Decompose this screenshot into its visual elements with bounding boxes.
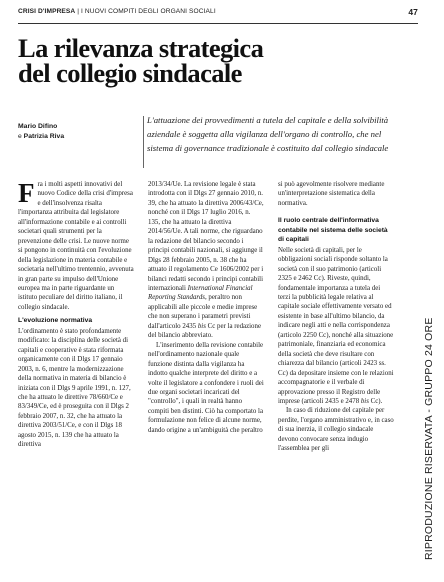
author-conjunction: e xyxy=(18,133,22,140)
section-heading: L'evoluzione normativa xyxy=(18,317,93,325)
title-line-1: La rilevanza strategica xyxy=(18,33,264,63)
paragraph xyxy=(148,180,264,341)
paragraph-text: 2013/34/Ue. La revisione legale è stata introdotta con il Dlgs 27 gennaio 2010, n. 39, che ha attuato la direttiva 2006/43/Ce, nonché con il Dlgs 17 luglio 2016, n. 135, che ha attuato la direttiva 2014/56/Ue. A tali norme, che riguardano la redazione del bilancio secondo i principi contabili nazionali, si aggiunge il Dlgs 28 febbraio 2005, n. 38 che ha attuato il regolamento Ce 1606/2002 per i bilanci redatti secondo i principi contabili internazionali xyxy=(148,181,264,292)
paragraph xyxy=(18,180,134,312)
text-column-3 xyxy=(278,180,394,454)
page-number: 47 xyxy=(408,7,418,17)
author-2: Patrizia Riva xyxy=(23,133,65,140)
paragraph-text: Nelle società di capitali, per le obbligazioni sociali risponde soltanto la società con il suo patrimonio (articoli 2325 e 2462 Cc). Riveste, quindi, fondamentale importanza a tutela dei terzi la pubblicità legale relativa al capitale sociale effettivamente versato ed esistente in base all'ultimo bilancio, da indicare negli atti e nella corrispondenza (articolo 2250 Cc), nonché alla situazione patrimoniale, finanziaria ed economica della società che deve risultare con chiarezza dal bilancio (articoli 2423 ss. Cc) da depositare insieme con le relazioni accompagnatorie e il verbale di approvazione presso il Registro delle imprese (articoli 2435 e 2478 xyxy=(278,246,394,405)
paragraph: si può agevolmente risolvere mediante un'interpretazione sistematica della normativa. xyxy=(278,181,385,207)
header-rule xyxy=(18,23,418,24)
running-head-section: CRISI D'IMPRESA xyxy=(18,8,76,15)
running-head xyxy=(18,8,418,22)
paragraph: L'ordinamento è stato profondamente modificato: la disciplina delle società di capitali e cooperative è stata riformata organicamente con il Dlgs 17 gennaio 2003, n. 6, mentre la modernizzazione della normativa in materia di bilancio è iniziata con il Dlgs 9 aprile 1991, n. 127, che ha attuato le direttive 78/660/Ce e 83/349/Ce, ed è proseguita con il Dlgs 2 febbraio 2007, n. 32, che ha attuato la direttiva 2003/51/Ce, e con il Dlgs 18 agosto 2015, n. 139 che ha attuato la direttiva xyxy=(18,327,131,449)
copyright-vertical-text: RIPRODUZIONE RISERVATA - GRUPPO 24 ORE xyxy=(423,317,435,560)
article-title xyxy=(18,33,408,88)
lead-divider xyxy=(143,116,144,168)
emphasis-text: International Financial Reporting Standards xyxy=(148,284,253,302)
paragraph-text: Cc). xyxy=(368,397,383,405)
title-line-2: del collegio sindacale xyxy=(18,58,242,88)
article-lead: L'attuazione dei provvedimenti a tutela del capitale e della solvibilità aziendale è soggetta alla vigilanza dell'organo di controllo, che nel sistema di governance tradizionale è costituito dal collegio sindacale xyxy=(147,115,389,154)
author-1: Mario Difino xyxy=(18,123,58,130)
text-column-1 xyxy=(18,180,134,450)
paragraph-text: Cc per la redazione del bilancio abbreviato. xyxy=(148,322,262,340)
authors xyxy=(18,122,128,142)
running-head-subsection: I NUOVI COMPITI DEGLI ORGANI SOCIALI xyxy=(80,8,216,15)
paragraph xyxy=(278,246,394,407)
paragraph-text: , peraltro non applicabili alle piccole e medie imprese che non superano i parametri previsti dall'articolo 2435 xyxy=(148,294,258,330)
section-heading: Il ruolo centrale dell'informativa contabile nel sistema delle società di capitali xyxy=(278,217,388,244)
emphasis-text: bis xyxy=(197,322,206,330)
drop-cap: F xyxy=(18,178,35,208)
paragraph: In caso di riduzione del capitale per perdite, l'organo amministrativo e, in caso di sua inerzia, il collegio sindacale devono convocare senza indugio l'assemblea per gli xyxy=(278,407,394,453)
text-column-2 xyxy=(148,180,264,435)
running-head-separator: | xyxy=(75,8,81,15)
paragraph: L'inserimento della revisione contabile nell'ordinamento nazionale quale funzione distinta dalla vigilanza ha indotto qualche interprete del diritto e a volte il legislatore a confondere i ruoli dei due organi societari incaricati del "controllo", i quali in realtà hanno compiti ben distinti. Ciò ha comportato la formulazione non felice di alcune norme, dando origine a un'ambiguità che peraltro xyxy=(148,341,264,434)
emphasis-text: bis xyxy=(360,397,369,405)
paragraph-text: ra i molti aspetti innovativi del nuovo Codice della crisi d'impresa e dell'insolvenza risalta l'importanza attribuita dal legislatore all'informazione contabile e ai controlli societari quali strumenti per la prevenzione delle crisi. Le nuove norme si pongono in continuità con l'evoluzione della legislazione in materia contabile e societaria nell'ultimo trentennio, avvenuta in gran parte su impulso dell'Unione europea ma in parte riguardante un istituto peculiare del diritto italiano, il collegio sindacale. xyxy=(18,181,134,311)
